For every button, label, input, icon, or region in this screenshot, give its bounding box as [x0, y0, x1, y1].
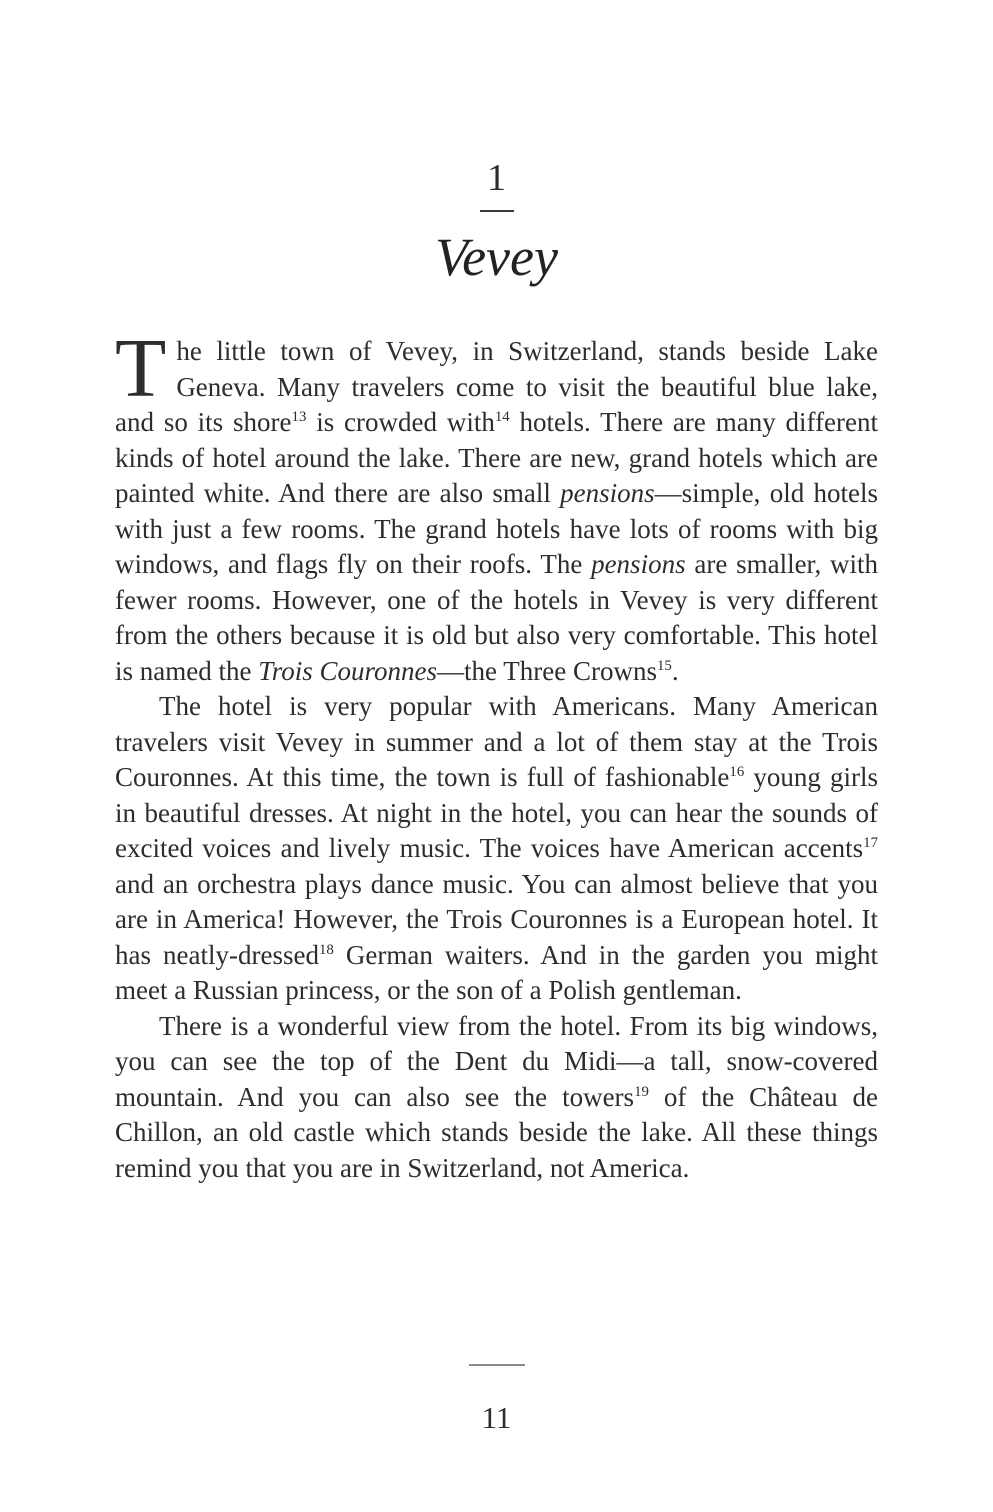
body-text: he little town of Vevey, in Switzerland, stands beside Lake Geneva. Many travelers come to visit the beautiful blue lake, and so its shore	[115, 336, 878, 437]
body-text: —the Three Crowns	[437, 655, 657, 686]
footnote-ref-17: 17	[863, 835, 878, 851]
footnote-ref-18: 18	[319, 941, 334, 958]
body-text: There is a wonderful view from the hotel. From its big windows, you can see the top of the Dent du Midi—a tall, snow-covered mountain. And you can also see the towers	[115, 1010, 878, 1112]
body-text: and an orchestra plays dance music. You can almost believe that you are in America! However, the Trois Couronnes is a European hotel. It has neatly-dressed	[115, 868, 878, 970]
body-text: German waiters. And in the garden you might meet a Russian princess, or the son of a Polish gentleman.	[115, 939, 878, 1005]
footnote-ref-13: 13	[291, 409, 307, 425]
page-number: 11	[481, 1400, 512, 1435]
footer-rule	[469, 1364, 525, 1366]
footnote-ref-16: 16	[729, 764, 745, 780]
chapter-number: 1	[487, 157, 506, 199]
text-block	[115, 322, 879, 1186]
body-text: are smaller, with fewer rooms. However, one of the hotels in Vevey is very different from the others because it is old but also very comfortable. This hotel is named the	[115, 549, 878, 686]
chapter-title: Vevey	[435, 227, 558, 287]
paragraph-3	[115, 1009, 878, 1187]
drop-cap: T	[115, 322, 167, 415]
chapter-number-rule	[480, 210, 514, 212]
body-text: The hotel is very popular with Americans. Many American travelers visit Vevey in summer and a lot of them stay at the Trois Couronnes. At this time, the town is full of fashionable	[115, 691, 878, 792]
body-text: —simple, old hotels with just a few rooms. The grand hotels have lots of rooms with big windows, and flags fly on their roofs. The	[115, 478, 878, 579]
body-text: is crowded with	[306, 407, 495, 437]
italic-term: pensions	[560, 478, 655, 508]
body-text: .	[671, 655, 679, 686]
body-text: of the Château de Chillon, an old castle which stands beside the lake. All these things remind you that you are in Switzerland, not America.	[115, 1081, 878, 1183]
paragraph-2	[115, 689, 878, 1009]
italic-term: Trois Couronnes	[258, 655, 438, 686]
body-text: hotels. There are many different kinds of hotel around the lake. There are new, grand hotels which are painted white. And there are also small	[115, 407, 879, 508]
body-text: young girls in beautiful dresses. At night in the hotel, you can hear the sounds of excited voices and lively music. The voices have American accents	[115, 762, 878, 863]
footnote-ref-14: 14	[494, 409, 510, 425]
paragraph-1	[115, 322, 879, 689]
footnote-ref-19: 19	[634, 1083, 649, 1100]
italic-term: pensions	[591, 549, 686, 579]
footnote-ref-15: 15	[656, 657, 672, 674]
